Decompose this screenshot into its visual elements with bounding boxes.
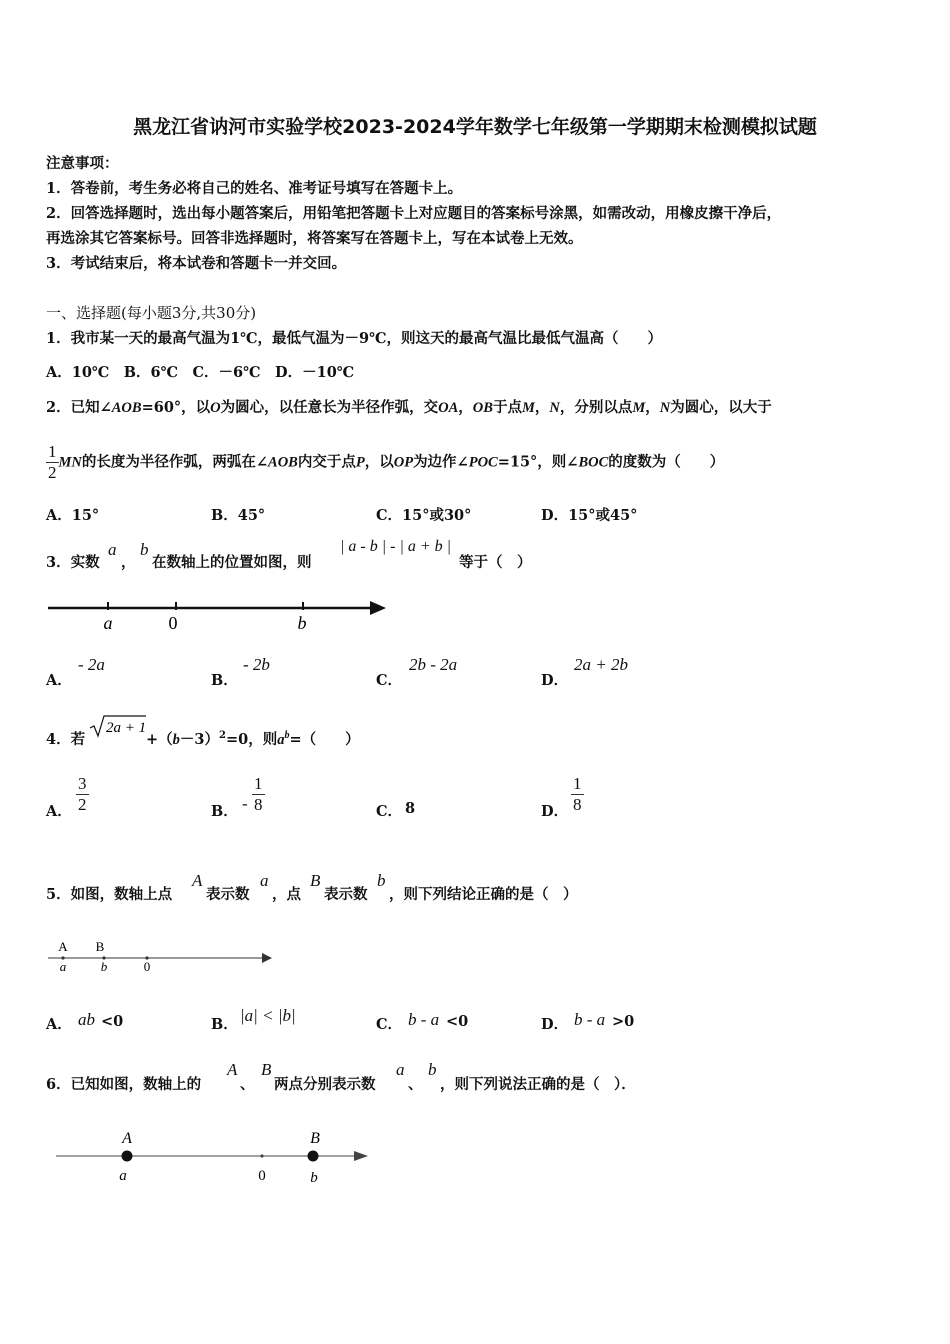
q3-option-b-value: - 2b	[243, 655, 270, 674]
q4-exponent-b: b	[284, 730, 290, 742]
q2-var: AOB	[268, 454, 298, 471]
q2-text: 为圆心，以大于	[670, 399, 772, 416]
q2-var: BOC	[578, 454, 609, 471]
axis-bottom-zero: 0	[143, 959, 151, 974]
q3-expression: | a - b | - | a + b |	[340, 538, 452, 555]
q3-stem-a: 3．实数	[46, 554, 100, 571]
q5-var-b: b	[377, 871, 386, 890]
notice-item-1: 1．答卷前，考生务必将自己的姓名、准考证号填写在答题卡上。	[46, 180, 463, 197]
q3-option-a-letter: A．	[46, 672, 72, 689]
q6-stem-b: 两点分别表示数	[274, 1076, 376, 1093]
q2-option-b: B．45°	[211, 507, 266, 524]
q6-point-a: A	[227, 1060, 238, 1079]
q5-stem-d: 表示数	[324, 886, 368, 903]
axis-arrow	[262, 953, 272, 963]
q5-option-b-expr: |a| < |b|	[240, 1006, 296, 1025]
q3-option-c-value: 2b - 2a	[409, 655, 458, 674]
q6-sep-2: 、	[408, 1076, 423, 1093]
q2-text: 内交于点	[297, 453, 356, 471]
q3-option-b-letter: B．	[211, 672, 238, 689]
q6-var-b: b	[428, 1060, 437, 1079]
q6-var-a: a	[396, 1060, 405, 1079]
q4-option-b-sign: -	[242, 794, 248, 813]
frac-num: 1	[573, 774, 582, 793]
q5-option-a-letter: A．	[46, 1016, 72, 1033]
point-zero	[260, 1154, 263, 1157]
q3-option-d-value: 2a + 2b	[574, 655, 628, 674]
axis-top-a: A	[122, 1130, 132, 1147]
q2-text: =15°，则∠	[497, 453, 579, 471]
axis-bottom-b: b	[310, 1170, 318, 1186]
frac-num: 3	[78, 774, 87, 793]
q2-option-c: C．15°或30°	[376, 507, 472, 524]
q5-number-line	[44, 936, 284, 976]
q3-sep: ，	[121, 554, 136, 571]
q4-text: +（	[146, 731, 173, 748]
q2-var: P	[355, 454, 365, 471]
q6-number-line	[50, 1126, 380, 1190]
q4-radical	[88, 712, 148, 740]
page-title: 黑龙江省讷河市实验学校2023-2024学年数学七年级第一学期期末检测模拟试题	[133, 116, 817, 138]
q3-var-a: a	[108, 540, 117, 559]
axis-arrow	[354, 1151, 368, 1161]
axis-label-zero: 0	[168, 613, 178, 633]
q2-line-2	[46, 442, 724, 483]
q3-stem-b: 在数轴上的位置如图，则	[152, 554, 312, 571]
q2-var: POC	[468, 454, 498, 471]
q4-option-c-letter: C．	[376, 803, 403, 820]
axis-bottom-b: b	[100, 959, 108, 974]
frac-den: 2	[78, 795, 87, 814]
frac-den: 2	[48, 463, 57, 482]
q4-option-b-fraction	[252, 774, 265, 815]
q5-option-a-tail: <0	[101, 1013, 124, 1030]
q2-fraction-half	[46, 442, 59, 483]
q5-option-a-expr: ab	[78, 1010, 95, 1029]
axis-bottom-a: a	[59, 959, 67, 974]
q2-var: AOB	[111, 400, 142, 416]
q5-stem-b: 表示数	[206, 886, 250, 903]
axis-bottom-a: a	[119, 1168, 127, 1184]
frac-den: 8	[573, 795, 582, 814]
q6-sep-1: 、	[240, 1076, 255, 1093]
q2-text: 2．已知∠	[46, 399, 112, 416]
q2-var: N	[659, 400, 671, 416]
q3-option-d-letter: D．	[541, 672, 569, 689]
q4-exponent: 2	[219, 730, 226, 742]
q3-option-c-letter: C．	[376, 672, 403, 689]
frac-num: 1	[254, 774, 263, 793]
q4-text: =（ ）	[289, 731, 360, 748]
q1-stem: 1．我市某一天的最高气温为1℃，最低气温为－9℃，则这天的最高气温比最低气温高（ ）	[46, 330, 663, 347]
q5-option-d-expr: b - a	[574, 1010, 606, 1029]
q5-option-d-letter: D．	[541, 1016, 569, 1033]
q2-text: ，	[534, 399, 550, 416]
point-a	[122, 1151, 133, 1162]
q5-option-c-tail: <0	[446, 1013, 469, 1030]
radicand: 2a + 1	[106, 720, 147, 736]
q4-stem-a: 4．若	[46, 731, 86, 748]
q2-var: MN	[58, 454, 82, 471]
q2-text: 的长度为半径作弧，两弧在∠	[81, 453, 269, 471]
q4-text: －3）	[179, 731, 219, 748]
q2-text: 为圆心，以任意长为半径作弧，交	[220, 399, 439, 416]
q2-text: 于点	[492, 399, 522, 416]
q4-option-b-letter: B．	[211, 803, 238, 820]
q2-var: OB	[472, 400, 493, 416]
axis-label-a: a	[103, 613, 113, 633]
q4-var-a: a	[277, 732, 285, 748]
q6-point-b: B	[261, 1060, 272, 1079]
q4-option-d-fraction	[571, 774, 584, 815]
notice-item-2a: 2．回答选择题时，选出每小题答案后，用铅笔把答题卡上对应题目的答案标号涂黑，如需改动，用橡皮擦干净后，	[46, 205, 782, 222]
axis-label-b: b	[297, 613, 307, 633]
q4-option-a-letter: A．	[46, 803, 72, 820]
q5-stem-e: ，则下列结论正确的是（ ）	[389, 886, 578, 903]
q3-stem-c: 等于（ ）	[459, 554, 532, 571]
q4-text: =0，则	[225, 731, 278, 748]
q4-option-c-value: 8	[405, 800, 416, 817]
q1-options: A．10℃ B．6℃ C．－6℃ D．－10℃	[46, 364, 355, 381]
q5-point-a: A	[192, 871, 203, 890]
q2-var: OP	[393, 454, 414, 471]
point-b	[308, 1151, 319, 1162]
q6-stem-c: ，则下列说法正确的是（ ）．	[440, 1076, 636, 1093]
notice-item-2b: 再选涂其它答案标号。回答非选择题时，将答案写在答题卡上，写在本试卷上无效。	[46, 230, 583, 247]
q5-point-b: B	[310, 871, 321, 890]
q4-var-b: b	[172, 732, 180, 748]
q5-stem-c: ，点	[272, 886, 301, 903]
q5-option-d-tail: >0	[612, 1013, 635, 1030]
axis-top-b: B	[310, 1130, 320, 1147]
axis-arrow	[370, 601, 386, 615]
frac-num: 1	[48, 442, 57, 461]
axis-top-a: A	[58, 939, 68, 954]
q2-option-d: D．15°或45°	[541, 507, 638, 524]
q5-var-a: a	[260, 871, 269, 890]
q6-stem-a: 6．已知如图，数轴上的	[46, 1076, 202, 1093]
q2-text: ，	[645, 399, 660, 416]
q3-var-b: b	[140, 540, 149, 559]
q5-stem-a: 5．如图，数轴上点	[46, 886, 173, 903]
q2-text: 为边作∠	[413, 453, 469, 471]
q4-stem-rest	[146, 728, 360, 749]
q2-text: 的度数为（ ）	[608, 453, 725, 471]
q5-option-c-expr: b - a	[408, 1010, 440, 1029]
q2-var: OA	[438, 400, 459, 416]
q2-var: M	[632, 400, 646, 416]
q3-option-a-value: - 2a	[78, 655, 105, 674]
q2-var: M	[521, 400, 535, 416]
frac-den: 8	[254, 795, 263, 814]
axis-top-b: B	[95, 939, 105, 954]
notice-item-3: 3．考试结束后，将本试卷和答题卡一并交回。	[46, 255, 347, 272]
q4-option-d-letter: D．	[541, 803, 569, 820]
section-heading: 一、选择题(每小题3分,共30分)	[46, 304, 257, 322]
notice-heading: 注意事项：	[46, 155, 119, 172]
q2-text: =60°，以	[141, 399, 211, 416]
q2-text: ，	[458, 399, 473, 416]
axis-bottom-zero: 0	[258, 1168, 266, 1184]
q2-text: ，分别以点	[559, 399, 633, 416]
q2-var: O	[210, 400, 221, 416]
q4-option-a-fraction	[76, 774, 89, 815]
q5-option-b-letter: B．	[211, 1016, 238, 1033]
q3-number-line	[40, 592, 400, 637]
q5-option-c-letter: C．	[376, 1016, 403, 1033]
q2-var: N	[549, 400, 560, 416]
q2-text: ，以	[364, 453, 394, 471]
q2-line-1	[46, 396, 772, 417]
q2-option-a: A．15°	[46, 507, 100, 524]
